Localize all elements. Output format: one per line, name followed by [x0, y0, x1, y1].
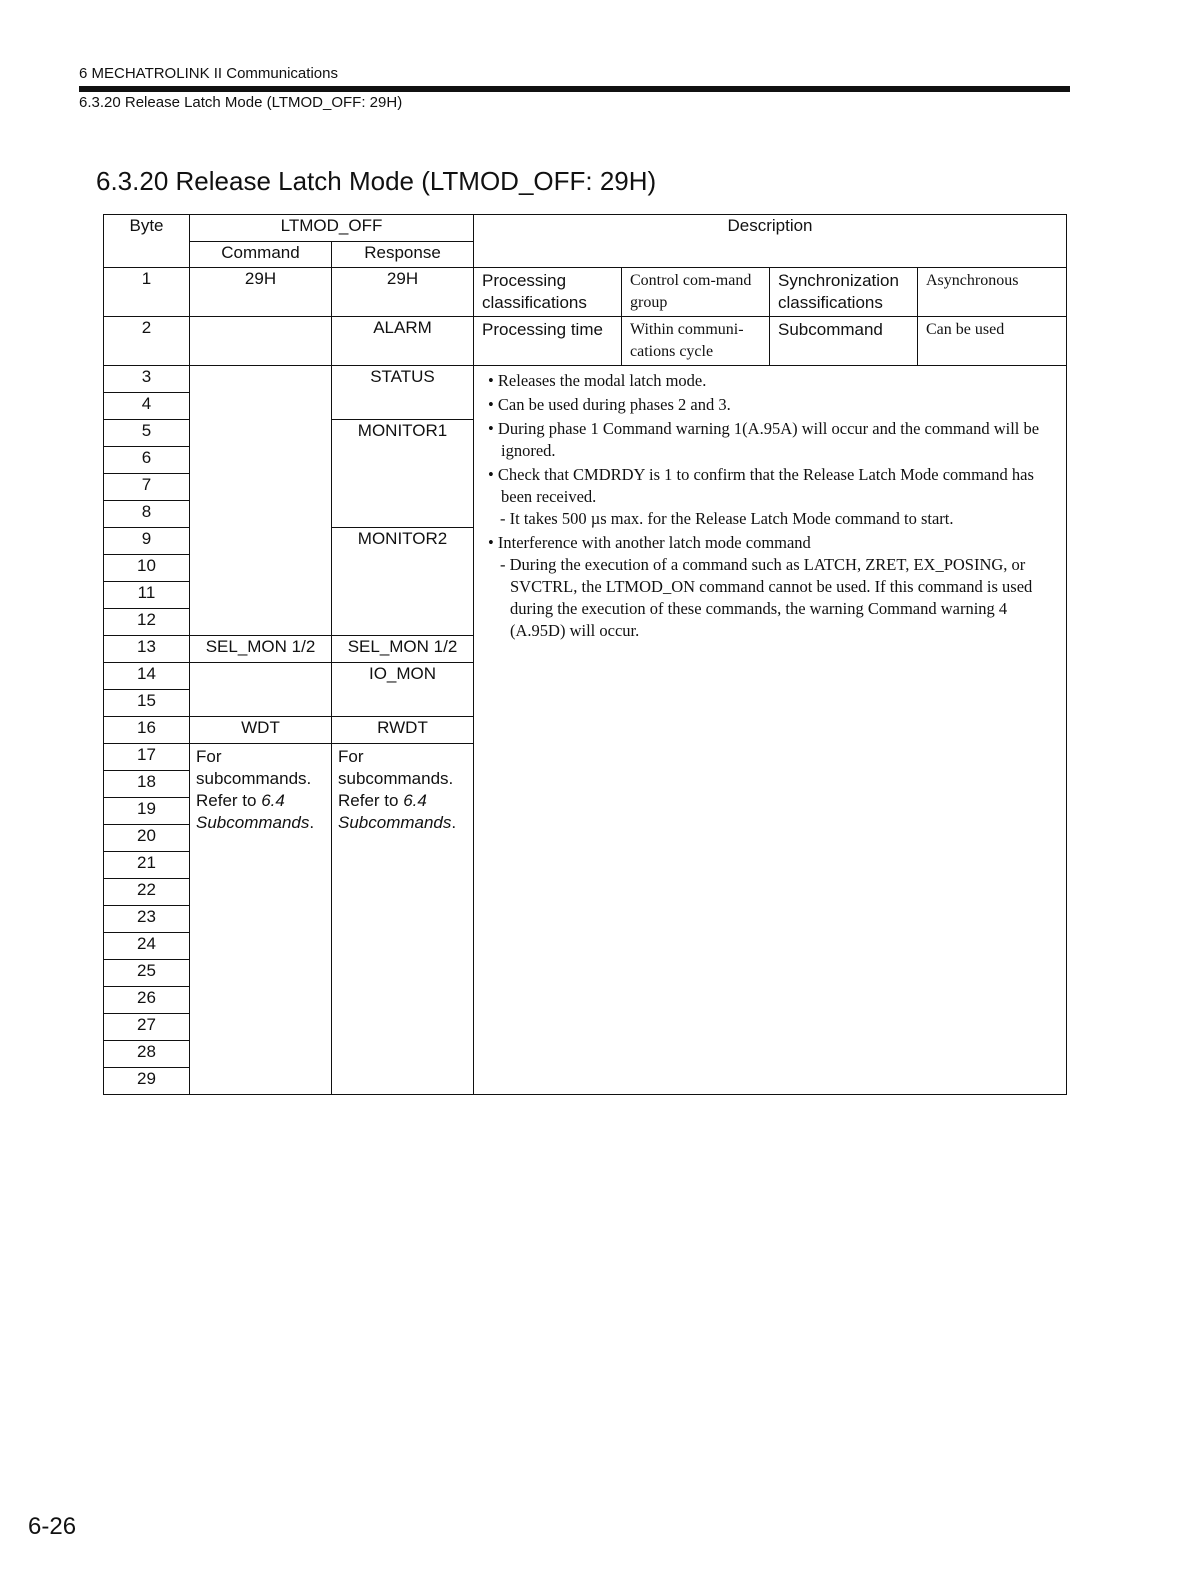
byte-cell: 2: [104, 317, 190, 366]
command-wdt: WDT: [190, 717, 332, 744]
description-block: [474, 366, 1067, 1095]
subcommand-note-text: For subcommands. Refer to: [338, 747, 454, 810]
byte-cell: 27: [104, 1014, 190, 1041]
header-rule: [79, 86, 1070, 92]
command-empty: [190, 663, 332, 717]
subcommand-ref-title[interactable]: Subcommands: [338, 813, 452, 832]
byte-cell: 16: [104, 717, 190, 744]
command-code: 29H: [190, 268, 332, 317]
response-code: 29H: [332, 268, 474, 317]
command-empty: [190, 317, 332, 366]
subcommand-note-period: .: [309, 813, 315, 832]
byte-cell: 19: [104, 798, 190, 825]
byte-cell: 22: [104, 879, 190, 906]
command-table: [103, 214, 1067, 1095]
byte-cell: 26: [104, 987, 190, 1014]
byte-cell: 4: [104, 393, 190, 420]
synchronization-classifications-value: Asynchronous: [918, 268, 1067, 317]
byte-cell: 12: [104, 609, 190, 636]
byte-cell: 18: [104, 771, 190, 798]
byte-cell: 28: [104, 1041, 190, 1068]
response-io-mon: IO_MON: [332, 663, 474, 717]
byte-cell: 3: [104, 366, 190, 393]
subcommand-ref-title[interactable]: Subcommands: [196, 813, 310, 832]
byte-cell: 6: [104, 447, 190, 474]
byte-cell: 29: [104, 1068, 190, 1095]
byte-cell: 13: [104, 636, 190, 663]
desc-bullet: • Check that CMDRDY is 1 to confirm that the Release Latch Mode command has been received.: [488, 465, 1034, 506]
header-byte: Byte: [104, 215, 190, 268]
command-empty-block: [190, 366, 332, 636]
desc-sub-item: - During the execution of a command such as LATCH, ZRET, EX_POSING, or SVCTRL, the LTMOD_ON command cannot be used. If this command is used during the execution of these commands, the warning Command warning 4 (A.95D) will occur.: [500, 555, 1033, 640]
section-title: 6.3.20 Release Latch Mode (LTMOD_OFF: 29H): [96, 166, 657, 196]
byte-cell: 24: [104, 933, 190, 960]
desc-bullet: • During phase 1 Command warning 1(A.95A) will occur and the command will be ignored.: [488, 419, 1040, 460]
desc-bullet: • Can be used during phases 2 and 3.: [488, 395, 731, 414]
header-response: Response: [332, 242, 474, 268]
response-monitor1: MONITOR1: [332, 420, 474, 528]
header-description: Description: [474, 215, 1067, 268]
processing-classifications-label: Processing classifications: [474, 268, 622, 317]
header-command-name: LTMOD_OFF: [190, 215, 474, 242]
desc-sub-item: - It takes 500 µs max. for the Release Latch Mode command to start.: [500, 509, 954, 528]
byte-cell: 23: [104, 906, 190, 933]
response-status: STATUS: [332, 366, 474, 420]
byte-cell: 14: [104, 663, 190, 690]
subcommand-label: Subcommand: [770, 317, 918, 366]
byte-cell: 15: [104, 690, 190, 717]
desc-bullet: • Interference with another latch mode command: [488, 533, 811, 552]
synchronization-classifications-label: Synchronization classifications: [770, 268, 918, 317]
command-subcommand-note: [190, 744, 332, 1095]
byte-cell: 20: [104, 825, 190, 852]
byte-cell: 10: [104, 555, 190, 582]
page-number: 6-26: [28, 1513, 77, 1540]
subcommand-note-text: For subcommands. Refer to: [196, 747, 312, 810]
subcommand-note-period: .: [451, 813, 457, 832]
subcommand-ref-number[interactable]: 6.4: [261, 791, 285, 810]
byte-cell: 17: [104, 744, 190, 771]
response-rwdt: RWDT: [332, 717, 474, 744]
subcommand-ref-number[interactable]: 6.4: [403, 791, 427, 810]
running-header-section: 6.3.20 Release Latch Mode (LTMOD_OFF: 29H): [79, 94, 403, 111]
byte-cell: 25: [104, 960, 190, 987]
desc-bullet: • Releases the modal latch mode.: [488, 371, 707, 390]
subcommand-value: Can be used: [918, 317, 1067, 366]
processing-time-value: Within communi-cations cycle: [622, 317, 770, 366]
response-sel-mon: SEL_MON 1/2: [332, 636, 474, 663]
byte-cell: 9: [104, 528, 190, 555]
byte-cell: 7: [104, 474, 190, 501]
response-monitor2: MONITOR2: [332, 528, 474, 636]
processing-time-label: Processing time: [474, 317, 622, 366]
response-subcommand-note: [332, 744, 474, 1095]
byte-cell: 1: [104, 268, 190, 317]
byte-cell: 11: [104, 582, 190, 609]
command-sel-mon: SEL_MON 1/2: [190, 636, 332, 663]
running-header-chapter: 6 MECHATROLINK II Communications: [79, 65, 338, 82]
response-alarm: ALARM: [332, 317, 474, 366]
byte-cell: 5: [104, 420, 190, 447]
processing-classifications-value: Control com-mand group: [622, 268, 770, 317]
header-command: Command: [190, 242, 332, 268]
byte-cell: 8: [104, 501, 190, 528]
byte-cell: 21: [104, 852, 190, 879]
